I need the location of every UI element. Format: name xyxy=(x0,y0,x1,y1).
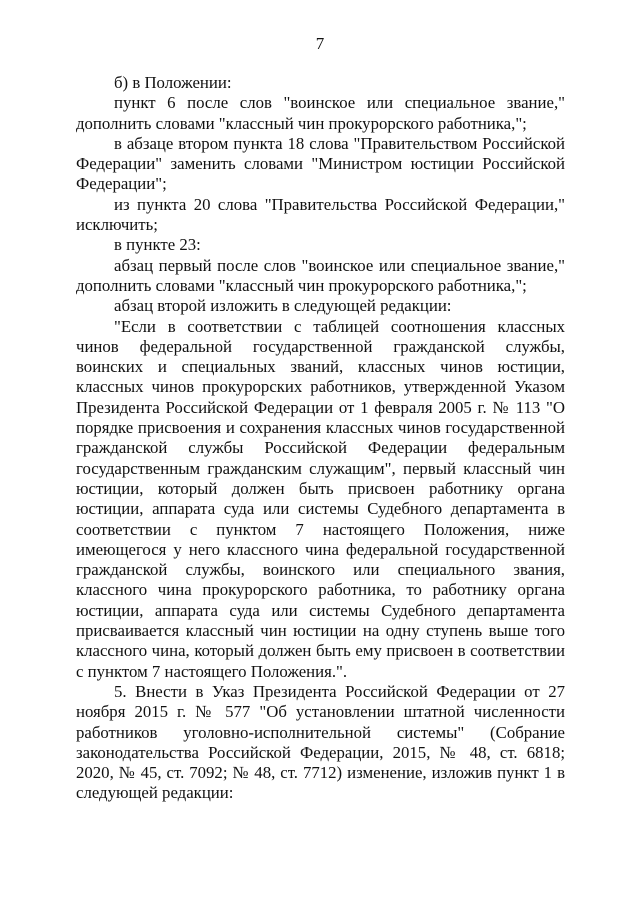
document-body xyxy=(76,73,565,804)
paragraph-item-20: из пункта 20 слова "Правительства Российской Федерации," исключить; xyxy=(76,194,565,235)
paragraph-item-23-abzac-2: абзац второй изложить в следующей редакции: xyxy=(114,296,452,316)
paragraph-item-23: в пункте 23: xyxy=(114,235,201,255)
paragraph-item-18: в абзаце втором пункта 18 слова "Правительством Российской Федерации" заменить словами "Министром юстиции Российской Федерации"; xyxy=(76,133,565,194)
paragraph-item-23-abzac-1: абзац первый после слов "воинское или специальное звание," дополнить словами "классный чин прокурорского работника,"; xyxy=(76,255,565,295)
paragraph-item-6: пункт 6 после слов "воинское или специальное звание," дополнить словами "классный чин прокурорского работника,"; xyxy=(76,93,565,133)
paragraph-section-b: б) в Положении: xyxy=(114,73,232,92)
paragraph-section-5: 5. Внести в Указ Президента Российской Федерации от 27 ноября 2015 г. № 577 "Об установлении штатной численности работников уголовно-исполнительной системы" (Собрание законодательства Российской Федерации, 2015, № 48, ст. 6818; 2020, № 45, ст. 7092; № 48, ст. 7712) изменение, изложив пункт 1 в следующей редакции: xyxy=(76,681,565,803)
page-number: 7 xyxy=(315,34,325,53)
paragraph-new-wording: "Если в соответствии с таблицей соотношения классных чинов федеральной государственной гражданской службы, воинских и специальных званий, классных чинов юстиции, классных чинов прокурорских работников, утвержденной Указом Президента Российской Федерации от 1 февраля 2005 г. № 113 "О порядке присвоения и сохранения классных чинов государственной гражданской службы Российской Федерации федеральным государственным гражданским служащим", первый классный чин юстиции, который должен быть присвоен работнику органа юстиции, аппарата суда или системы Судебного департамента в соответствии с пунктом 7 настоящего Положения, ниже имеющегося у него классного чина федеральной государственной гражданской службы, воинского или специального звания, классного чина прокурорского работника, то работнику органа юстиции, аппарата суда или системы Судебного департамента присваивается классный чин юстиции на одну ступень выше того классного чина, который должен быть ему присвоен в соответствии с пунктом 7 настоящего Положения.". xyxy=(76,316,565,681)
